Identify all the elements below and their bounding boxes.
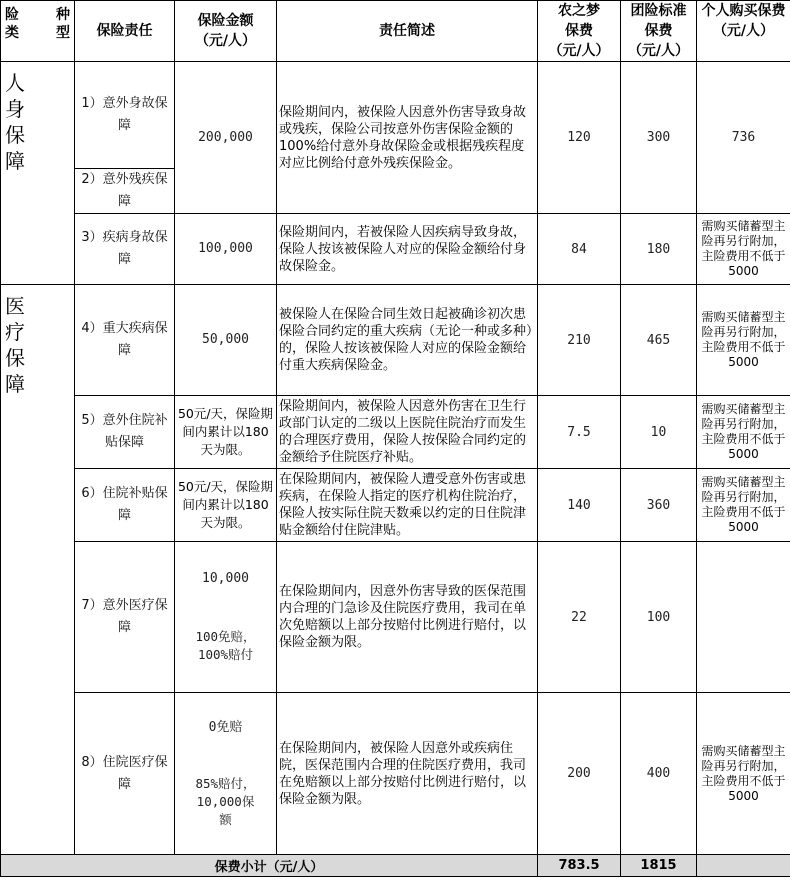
header-nzm-line3: （元/人） (548, 43, 610, 59)
amount-cell: 50元/天，保险期间内累计以180天为限。 (175, 469, 277, 542)
header-individual (697, 1, 790, 62)
header-individual-line1: 个人购买保费 (701, 3, 786, 19)
description-cell: 在保险期间内，因意外伤害导致的医保范围内合理的门急诊及住院医疗费用，我司在单次免赔额以上部分按赔付比例进行赔付，以保险金额为限。 (277, 542, 538, 693)
individual-premium-cell: 736 (697, 62, 790, 214)
description-cell: 保险期间内，若被保险人因疾病导致身故，保险人按该被保险人对应的保险金额给付身故保险金。 (277, 214, 538, 285)
responsibility-cell: 3）疾病身故保障 (75, 214, 175, 285)
header-type-top-left: 险 (5, 7, 19, 23)
group-premium-cell: 100 (621, 542, 697, 693)
header-nzm-line2: 保费 (565, 23, 593, 39)
individual-premium-cell: 需购买储蓄型主险再另行附加，主险费用不低于5000 (697, 285, 790, 396)
header-group-line2: 保费 (644, 23, 673, 39)
subtotal-row (1, 855, 790, 877)
header-group-line3: （元/人） (627, 43, 690, 59)
group-premium-cell: 465 (621, 285, 697, 396)
header-amount-line2: （元/人） (194, 33, 257, 49)
category-char: 人 (5, 71, 25, 95)
header-individual-line2: （元/人） (712, 23, 775, 39)
header-type-bottom-left: 类 (5, 25, 19, 41)
individual-premium-cell (697, 542, 790, 693)
description-cell: 保险期间内，被保险人因意外伤害在卫生行政部门认定的二级以上医院住院治疗而发生的合理医疗费用，保险人按保险合同约定的金额给予住院医疗补贴。 (277, 396, 538, 469)
amount-cell: 200,000 (175, 62, 277, 214)
header-responsibility: 保险责任 (75, 1, 175, 62)
group-premium-cell: 10 (621, 396, 697, 469)
table-row (1, 542, 790, 693)
amount-cell: 50,000 (175, 285, 277, 396)
amount-note: 100免赔，100%赔付 (195, 629, 256, 662)
responsibility-cell: 2）意外残疾保障 (75, 169, 175, 214)
individual-premium-cell: 需购买储蓄型主险再另行附加，主险费用不低于5000 (697, 469, 790, 542)
individual-premium-cell: 需购买储蓄型主险再另行附加，主险费用不低于5000 (697, 214, 790, 285)
amount-cell: 100,000 (175, 214, 277, 285)
subtotal-label: 保费小计（元/人） (1, 855, 538, 877)
header-amount (175, 1, 277, 62)
category-char: 保 (5, 346, 25, 370)
amount-note: 85%赔付，10,000保额 (195, 775, 256, 827)
amount-cell (175, 693, 277, 855)
nzm-premium-cell: 200 (538, 693, 621, 855)
header-row (1, 1, 790, 62)
header-type-bottom-right: 型 (56, 25, 70, 41)
group-premium-cell: 360 (621, 469, 697, 542)
table-row (1, 62, 790, 169)
amount-value: 10,000 (202, 571, 249, 586)
table-row (1, 469, 790, 542)
subtotal-group: 1815 (621, 855, 697, 877)
header-nzm (538, 1, 621, 62)
individual-premium-cell: 需购买储蓄型主险再另行附加，主险费用不低于5000 (697, 693, 790, 855)
header-group-line1: 团险标准 (630, 3, 687, 19)
table-row (1, 693, 790, 855)
category-char: 身 (5, 97, 25, 121)
group-premium-cell: 300 (621, 62, 697, 214)
subtotal-nzm: 783.5 (538, 855, 621, 877)
responsibility-cell: 6）住院补贴保障 (75, 469, 175, 542)
header-type (1, 1, 75, 62)
category-char: 障 (5, 372, 25, 396)
header-group (621, 1, 697, 62)
responsibility-cell: 5）意外住院补贴保障 (75, 396, 175, 469)
subtotal-individual (697, 855, 790, 877)
responsibility-cell: 7）意外医疗保障 (75, 542, 175, 693)
table-row (1, 396, 790, 469)
group-premium-cell: 400 (621, 693, 697, 855)
nzm-premium-cell: 7.5 (538, 396, 621, 469)
header-amount-line1: 保险金额 (197, 13, 254, 29)
responsibility-cell: 4）重大疾病保障 (75, 285, 175, 396)
description-cell: 在保险期间内，被保险人遭受意外伤害或患疾病，在保险人指定的医疗机构住院治疗，保险人按实际住院天数乘以约定的日住院津贴金额给付住院津贴。 (277, 469, 538, 542)
description-cell: 被保险人在保险合同生效日起被确诊初次患保险合同约定的重大疾病（无论一种或多种）的，保险人按该被保险人对应的保险金额给付重大疾病保险金。 (277, 285, 538, 396)
category-personal (1, 62, 75, 285)
nzm-premium-cell: 120 (538, 62, 621, 214)
nzm-premium-cell: 210 (538, 285, 621, 396)
category-char: 保 (5, 123, 25, 147)
amount-cell: 50元/天，保险期间内累计以180天为限。 (175, 396, 277, 469)
description-cell: 保险期间内，被保险人因意外伤害导致身故或残疾，保险公司按意外伤害保险金额的100%给付意外身故保险金或根据残疾程度对应比例给付意外残疾保险金。 (277, 62, 538, 214)
category-medical (1, 285, 75, 855)
header-nzm-line1: 农之梦 (558, 3, 600, 19)
group-premium-cell: 180 (621, 214, 697, 285)
category-char: 医 (5, 294, 25, 318)
nzm-premium-cell: 84 (538, 214, 621, 285)
amount-value: 0免赔 (208, 719, 243, 735)
responsibility-cell: 1）意外身故保障 (75, 62, 175, 169)
description-cell: 在保险期间内，被保险人因意外或疾病住院，医保范围内合理的住院医疗费用，我司在免赔额以上部分按赔付比例进行赔付，以保险金额为限。 (277, 693, 538, 855)
header-type-top-right: 种 (56, 7, 70, 23)
responsibility-cell: 8）住院医疗保障 (75, 693, 175, 855)
table-row (1, 285, 790, 396)
nzm-premium-cell: 140 (538, 469, 621, 542)
category-char: 疗 (5, 320, 25, 344)
category-char: 障 (5, 149, 25, 173)
header-description: 责任简述 (277, 1, 538, 62)
nzm-premium-cell: 22 (538, 542, 621, 693)
amount-cell (175, 542, 277, 693)
table-row (1, 214, 790, 285)
individual-premium-cell: 需购买储蓄型主险再另行附加，主险费用不低于5000 (697, 396, 790, 469)
